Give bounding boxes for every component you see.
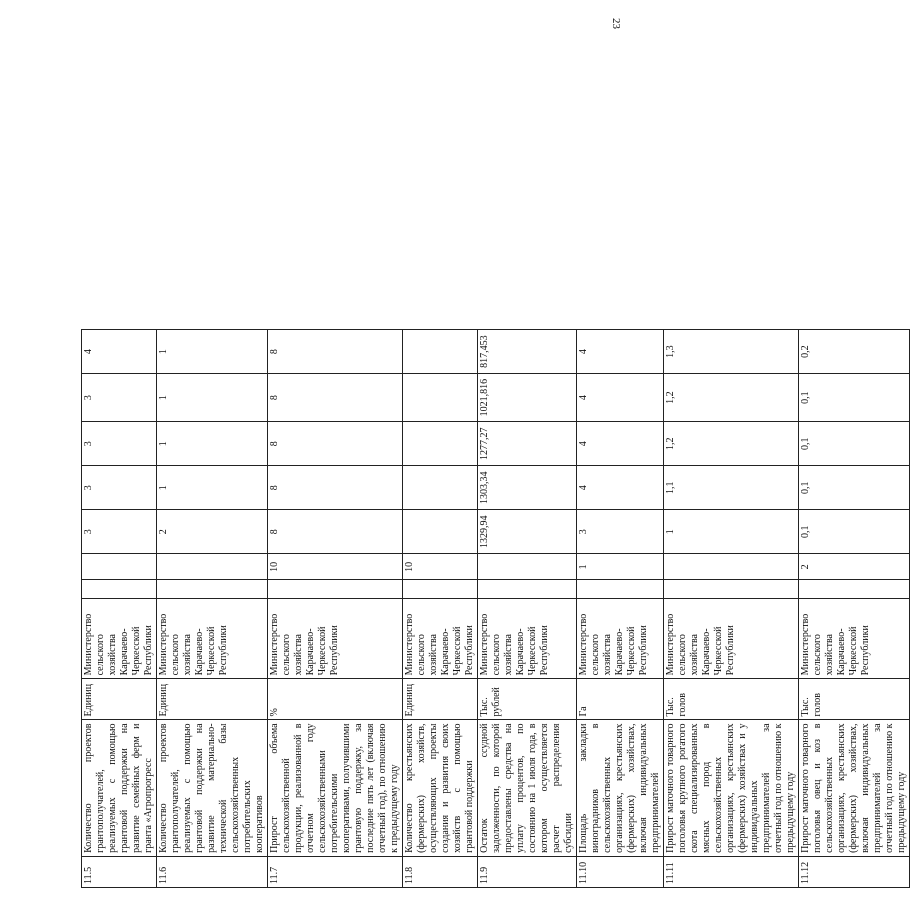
table-row <box>478 330 577 888</box>
value-cell <box>157 554 268 580</box>
row-number-cell: 11.5 <box>82 856 157 887</box>
value-cell: 4 <box>577 374 664 422</box>
indicators-table <box>81 329 910 888</box>
indicator-name-cell: Количество крестьянских (фермерских) хозяйств, осуществляющих проекты создания и развития своих хозяйств с помощью грантовой поддержки <box>403 720 478 856</box>
table-row <box>664 330 799 888</box>
value-cell <box>403 580 478 598</box>
value-cell: 1,2 <box>664 422 799 466</box>
row-number-cell: 11.10 <box>577 856 664 887</box>
value-cell: 1,3 <box>664 330 799 374</box>
responsible-org-cell: Министерство сельского хозяйства Карачаево-Черкесской Республики <box>478 598 577 679</box>
row-number-cell: 11.7 <box>268 856 403 887</box>
responsible-org-cell: Министерство сельского хозяйства Карачаево-Черкесской Республики <box>403 598 478 679</box>
value-cell: 1 <box>157 374 268 422</box>
unit-cell: Тыс. голов <box>664 679 799 720</box>
indicator-name-cell: Количество проектов грантополучателей, реализуемых с помощью грантовой поддержки на развитие семейных ферм и гранта «Агропрогресс <box>82 720 157 856</box>
value-cell: 1,1 <box>664 466 799 510</box>
unit-cell: Тыс. голов <box>799 679 910 720</box>
responsible-org-cell: Министерство сельского хозяйства Карачаево-Черкесской Республики <box>157 598 268 679</box>
responsible-org-cell: Министерство сельского хозяйства Карачаево-Черкесской Республики <box>799 598 910 679</box>
indicator-name-cell: Прирост маточного товарного поголовья овец и коз в сельскохозяйственных организациях, крестьянских (фермерских) хозяйствах, включая индивидуальных предпринимателей за отчетный год по отношению к предыдущему году <box>799 720 910 856</box>
value-cell: 0,1 <box>799 422 910 466</box>
value-cell: 0,1 <box>799 510 910 554</box>
table-row <box>268 330 403 888</box>
value-cell <box>664 554 799 580</box>
table-row <box>157 330 268 888</box>
unit-cell: Тыс. рублей <box>478 679 577 720</box>
value-cell <box>664 580 799 598</box>
unit-cell: % <box>268 679 403 720</box>
value-cell: 10 <box>403 554 478 580</box>
value-cell: 1021,816 <box>478 374 577 422</box>
value-cell: 3 <box>82 510 157 554</box>
unit-cell: Единиц <box>157 679 268 720</box>
value-cell <box>403 510 478 554</box>
value-cell <box>478 554 577 580</box>
responsible-org-cell: Министерство сельского хозяйства Карачаево-Черкесской Республики <box>577 598 664 679</box>
value-cell <box>577 580 664 598</box>
value-cell: 0,1 <box>799 374 910 422</box>
value-cell <box>82 580 157 598</box>
row-number-cell: 11.6 <box>157 856 268 887</box>
page-number: 23 <box>610 18 622 29</box>
unit-cell: Единиц <box>403 679 478 720</box>
value-cell: 8 <box>268 422 403 466</box>
value-cell: 1 <box>664 510 799 554</box>
value-cell: 8 <box>268 374 403 422</box>
unit-cell: Единиц <box>82 679 157 720</box>
value-cell: 1 <box>157 466 268 510</box>
value-cell: 817,453 <box>478 330 577 374</box>
value-cell: 4 <box>577 330 664 374</box>
indicators-table-body <box>82 330 910 888</box>
value-cell <box>403 466 478 510</box>
value-cell: 0,1 <box>799 466 910 510</box>
value-cell <box>403 330 478 374</box>
value-cell: 3 <box>577 510 664 554</box>
value-cell: 1,2 <box>664 374 799 422</box>
value-cell: 10 <box>268 554 403 580</box>
row-number-cell: 11.8 <box>403 856 478 887</box>
value-cell: 8 <box>268 510 403 554</box>
value-cell <box>82 554 157 580</box>
value-cell: 3 <box>82 422 157 466</box>
value-cell <box>403 422 478 466</box>
indicator-name-cell: Количество проектов грантополучателей, реализуемых с помощью грантовой поддержки на развитие материально-технической базы сельскохозяйственных потребительских кооперативов <box>157 720 268 856</box>
value-cell: 1329,94 <box>478 510 577 554</box>
value-cell: 8 <box>268 466 403 510</box>
value-cell: 8 <box>268 330 403 374</box>
indicator-name-cell: Прирост маточного товарного поголовья крупного рогатого скота специализированных мясных пород в сельскохозяйственных организациях, крестьянских (фермерских) хозяйствах и у индивидуальных предпринимателей за отчетный год по отношению к предыдущему году <box>664 720 799 856</box>
responsible-org-cell: Министерство сельского хозяйства Карачаево-Черкесской Республики <box>664 598 799 679</box>
indicator-name-cell: Прирост объема сельскохозяйственной продукции, реализованной в отчетном году сельскохозяйственными потребительскими кооперативами, получившими грантовую поддержку, за последние пять лет (включая отчетный год), по отношению к предыдущему году <box>268 720 403 856</box>
table-row <box>799 330 910 888</box>
unit-cell: Га <box>577 679 664 720</box>
value-cell: 1 <box>157 422 268 466</box>
value-cell <box>799 580 910 598</box>
indicator-name-cell: Остаток ссудной задолженности, по которой предоставлены средства на уплату процентов, по состоянию на 1 июля года, в котором осуществляется расчет распределения субсидии <box>478 720 577 856</box>
value-cell: 4 <box>82 330 157 374</box>
table-row <box>82 330 157 888</box>
value-cell <box>478 580 577 598</box>
value-cell: 4 <box>577 466 664 510</box>
responsible-org-cell: Министерство сельского хозяйства Карачаево-Черкесской Республики <box>82 598 157 679</box>
value-cell <box>403 374 478 422</box>
value-cell: 1303,34 <box>478 466 577 510</box>
indicator-name-cell: Площадь закладки виноградников в сельскохозяйственных организациях, крестьянских (фермерских) хозяйствах, включая индивидуальных предпринимателей <box>577 720 664 856</box>
value-cell <box>157 580 268 598</box>
value-cell: 3 <box>82 374 157 422</box>
value-cell: 1277,27 <box>478 422 577 466</box>
responsible-org-cell: Министерство сельского хозяйства Карачаево-Черкесской Республики <box>268 598 403 679</box>
value-cell: 2 <box>157 510 268 554</box>
table-row <box>577 330 664 888</box>
value-cell <box>268 580 403 598</box>
row-number-cell: 11.9 <box>478 856 577 887</box>
row-number-cell: 11.11 <box>664 856 799 887</box>
table-row <box>403 330 478 888</box>
value-cell: 1 <box>577 554 664 580</box>
value-cell: 4 <box>577 422 664 466</box>
value-cell: 0,2 <box>799 330 910 374</box>
value-cell: 2 <box>799 554 910 580</box>
value-cell: 1 <box>157 330 268 374</box>
row-number-cell: 11.12 <box>799 856 910 887</box>
value-cell: 3 <box>82 466 157 510</box>
